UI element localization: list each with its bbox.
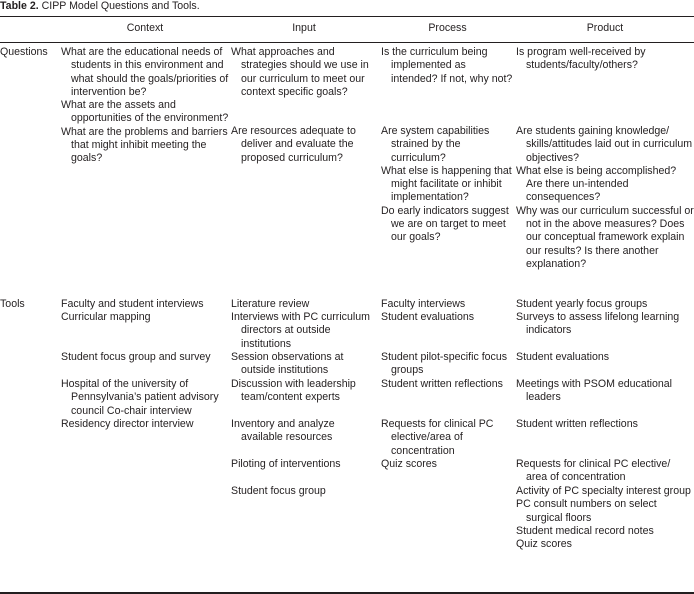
list-item: Is the curriculum being implemented as intended? If not, why not? [381,46,513,85]
table-caption [0,0,200,13]
list-item: Piloting of interventions [231,458,341,470]
header-context: Context [126,22,164,34]
list-item: Student focus group and survey [61,351,211,363]
list-item: Surveys to assess lifelong learning indicators [516,311,680,337]
questions-context [61,46,229,166]
list-item: What else is being accomplished? Are there un-intended consequences? [516,164,677,204]
list-item: Quiz scores [516,538,572,551]
table-label: Table 2. [0,0,39,12]
header-input: Input [292,22,316,34]
list-item: Requests for clinical PC elective/area of concentration [381,418,494,457]
list-item: Meetings with PSOM educational leaders [516,378,673,404]
list-item: Literature review [231,298,310,310]
list-item: Hospital of the university of Pennsylvania’s patient advisory council Co-chair interview [61,378,219,417]
list-item: Are students gaining knowledge/ skills/attitudes laid out in curriculum objectives? [516,125,693,164]
list-item: Session observations at outside institutions [231,351,344,377]
list-item: Student yearly focus groups [516,298,648,310]
list-item: What are the problems and barriers that might inhibit meeting the goals? [61,125,228,165]
list-item: What approaches and strategies should we use in our curriculum to meet our context specific goals? [231,46,369,98]
list-item: Interviews with PC curriculum directors at outside institutions [231,311,370,350]
row-label-questions: Questions [0,46,48,58]
list-item: Residency director interview [61,418,194,430]
list-item: Curricular mapping [61,311,151,323]
list-item: Student medical record notes [516,524,654,537]
list-item: Student evaluations [516,351,610,363]
list-item: Student evaluations [381,311,475,323]
list-item: Student written reflections [516,418,638,430]
tools-process [381,298,514,471]
list-item: PC consult numbers on select surgical floors [516,498,657,524]
list-item: Faculty and student interviews [61,298,204,310]
header-process: Process [428,22,467,34]
list-item: What else is happening that might facilitate or inhibit implementation? [381,164,512,204]
header-product: Product [586,22,624,34]
list-item: Student written reflections [381,378,503,390]
list-item: Discussion with leadership team/content experts [231,378,356,404]
list-item: Student pilot-specific focus groups [381,351,508,377]
list-item: Student focus group [231,485,326,497]
tools-product [516,298,694,551]
questions-product [516,46,694,271]
top-rule [0,16,694,17]
questions-input [231,46,377,165]
questions-process [381,46,514,245]
list-item: Requests for clinical PC elective/ area of concentration [516,458,671,484]
list-item: Activity of PC specialty interest group [516,485,691,497]
list-item: Faculty interviews [381,298,466,310]
list-item: Do early indicators suggest we are on target to meet our goals? [381,204,509,244]
list-item: What are the assets and opportunities of the environment? [61,99,229,125]
list-item: Are resources adequate to deliver and evaluate the proposed curriculum? [231,125,356,164]
tools-context [61,298,229,431]
header-rule [0,42,694,43]
list-item: What are the educational needs of students in this environment and what should the goals/priorities of intervention be? [61,46,229,98]
list-item: Is program well-received by students/faculty/others? [516,46,646,72]
row-label-tools: Tools [0,298,25,310]
list-item: Why was our curriculum successful or not in the above measures? Does our conceptual framework explain our results? Is there another explanation? [516,204,694,271]
tools-input [231,298,377,498]
table-title: CIPP Model Questions and Tools. [41,0,200,12]
list-item: Quiz scores [381,458,437,470]
list-item: Are system capabilities strained by the curriculum? [381,125,490,164]
list-item: Inventory and analyze available resources [231,418,335,444]
